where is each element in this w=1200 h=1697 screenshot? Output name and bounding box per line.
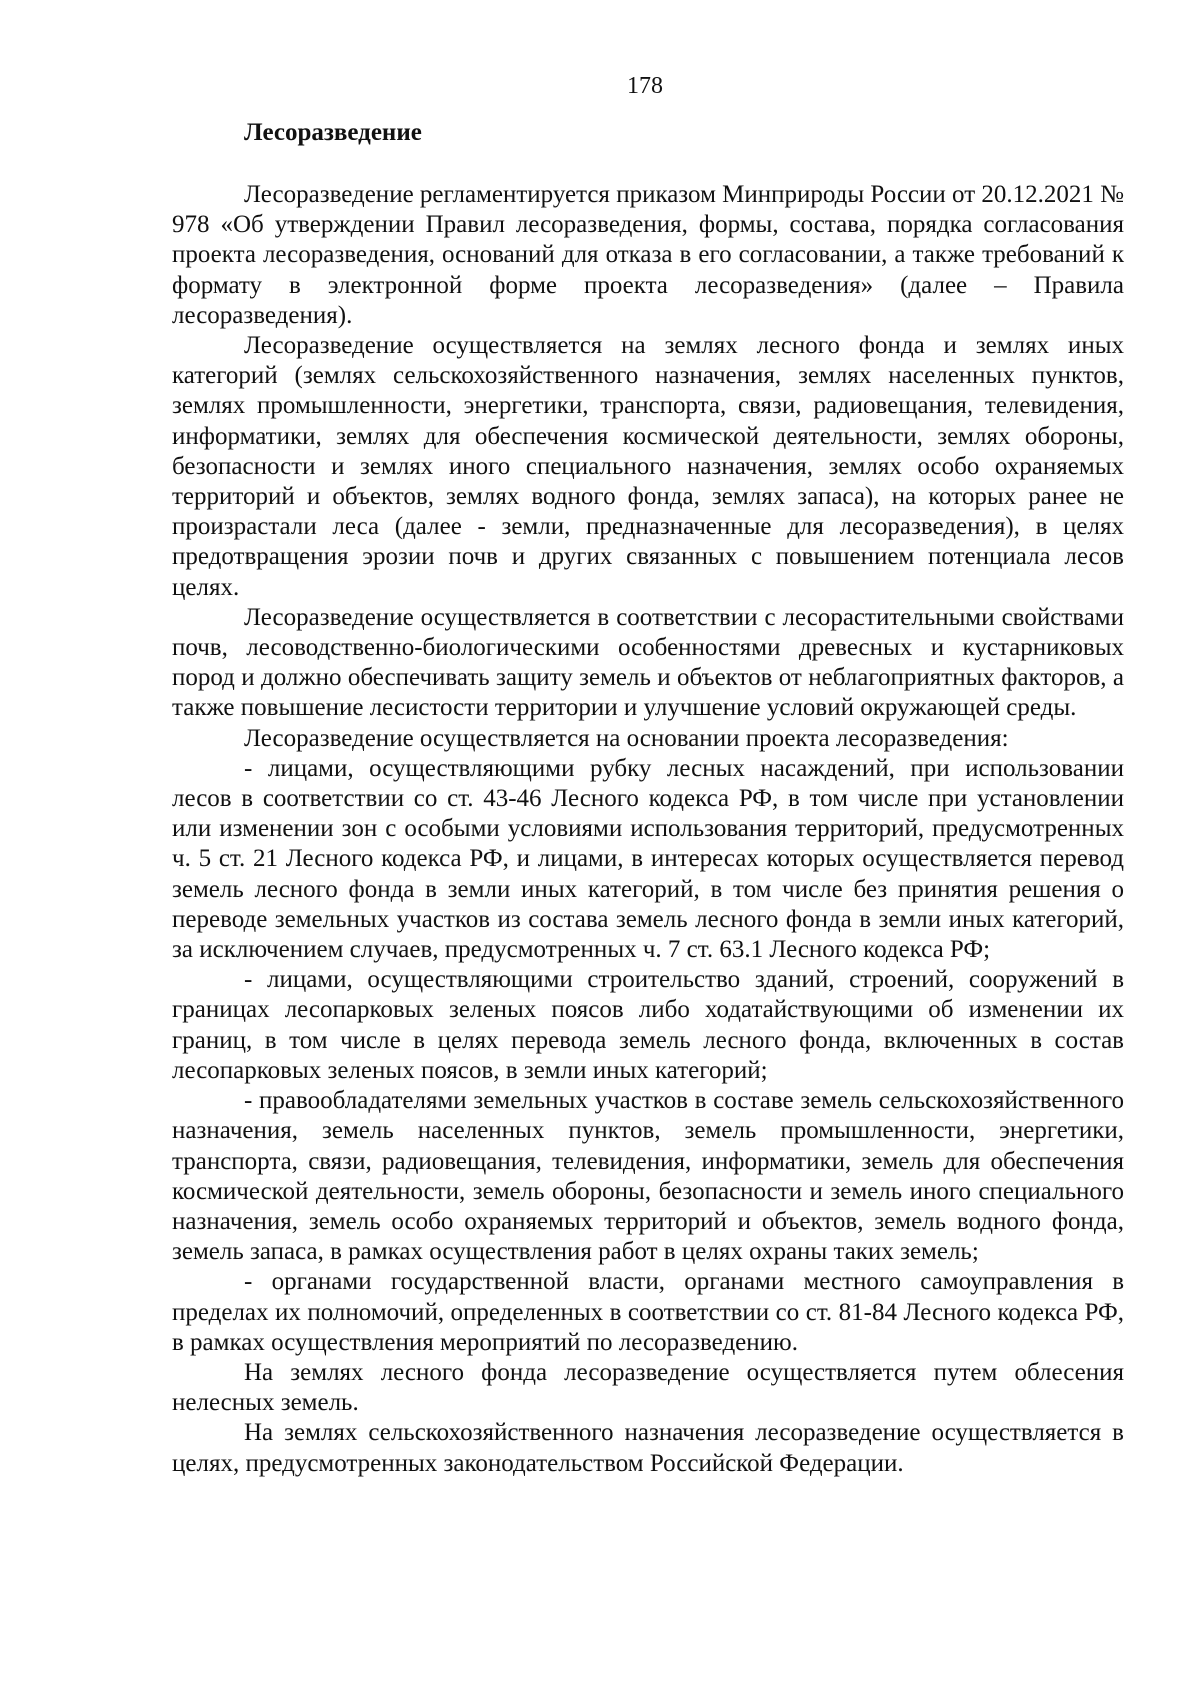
list-item-government-bodies: - органами государственной власти, органами местного самоуправления в пределах их полномочий, определенных в соответствии со ст. 81-84 Лесного кодекса РФ, в рамках осуществления мероприятий по лесоразведению.	[172, 1268, 1124, 1356]
list-item-right-holders: - правообладателями земельных участков в составе земель сельскохозяйственного назначения, земель населенных пунктов, земель промышленности, энергетики, транспорта, связи, радиовещания, телевидения, информатики, земель для обеспечения космической деятельности, земель обороны, безопасности и земель иного специального назначения, земель особо охраняемых территорий и объектов, земель водного фонда, земель запаса, в рамках осуществления работ в целях охраны таких земель;	[172, 1087, 1124, 1266]
paragraph-regulation: Лесоразведение регламентируется приказом Минприроды России от 20.12.2021 № 978 «Об утверждении Правил лесоразведения, формы, состава, порядка согласования проекта лесоразведения, оснований для отказа в его согласовании, а также требований к формату в электронной форме проекта лесоразведения» (далее – Правила лесоразведения).	[172, 181, 1124, 329]
page-number: 178	[627, 73, 663, 99]
paragraph-land-categories: Лесоразведение осуществляется на землях лесного фонда и землях иных категорий (землях сельскохозяйственного назначения, землях населенных пунктов, землях промышленности, энергетики, транспорта, связи, радиовещания, телевидения, информатики, землях для обеспечения космической деятельности, землях обороны, безопасности и землях иного специального назначения, землях особо охраняемых территорий и объектов, землях водного фонда, землях запаса), на которых ранее не произрастали леса (далее - земли, предназначенные для лесоразведения), в целях предотвращения эрозии почв и других связанных с повышением потенциала лесов целях.	[172, 332, 1124, 601]
list-item-logging-persons: - лицами, осуществляющими рубку лесных насаждений, при использовании лесов в соответствии со ст. 43-46 Лесного кодекса РФ, в том числе при установлении или изменении зон с особыми условиями использования территорий, предусмотренных ч. 5 ст. 21 Лесного кодекса РФ, и лицами, в интересах которых осуществляется перевод земель лесного фонда в земли иных категорий, в том числе без принятия решения о переводе земельных участков из состава земель лесного фонда в земли иных категорий, за исключением случаев, предусмотренных ч. 7 ст. 63.1 Лесного кодекса РФ;	[172, 754, 1124, 964]
list-item-construction-persons: - лицами, осуществляющими строительство зданий, строений, сооружений в границах лесопарковых зеленых поясов либо ходатайствующими об изменении их границ, в том числе в целях перевода земель лесного фонда, включенных в состав лесопарковых зеленых поясов, в земли иных категорий;	[172, 966, 1124, 1084]
paragraph-soil-properties: Лесоразведение осуществляется в соответствии с лесорастительными свойствами почв, лесоводственно-биологическими особенностями древесных и кустарниковых пород и должно обеспечивать защиту земель и объектов от неблагоприятных факторов, а также повышение лесистости территории и улучшение условий окружающей среды.	[172, 603, 1124, 722]
paragraph-project-basis: Лесоразведение осуществляется на основании проекта лесоразведения:	[244, 724, 1009, 752]
paragraph-forest-fund-lands: На землях лесного фонда лесоразведение осуществляется путем облесения нелесных земель.	[172, 1358, 1124, 1417]
document-body	[172, 118, 1124, 1479]
section-heading: Лесоразведение	[244, 119, 422, 146]
paragraph-agricultural-lands: На землях сельскохозяйственного назначения лесоразведение осуществляется в целях, предусмотренных законодательством Российской Федерации.	[172, 1419, 1124, 1477]
